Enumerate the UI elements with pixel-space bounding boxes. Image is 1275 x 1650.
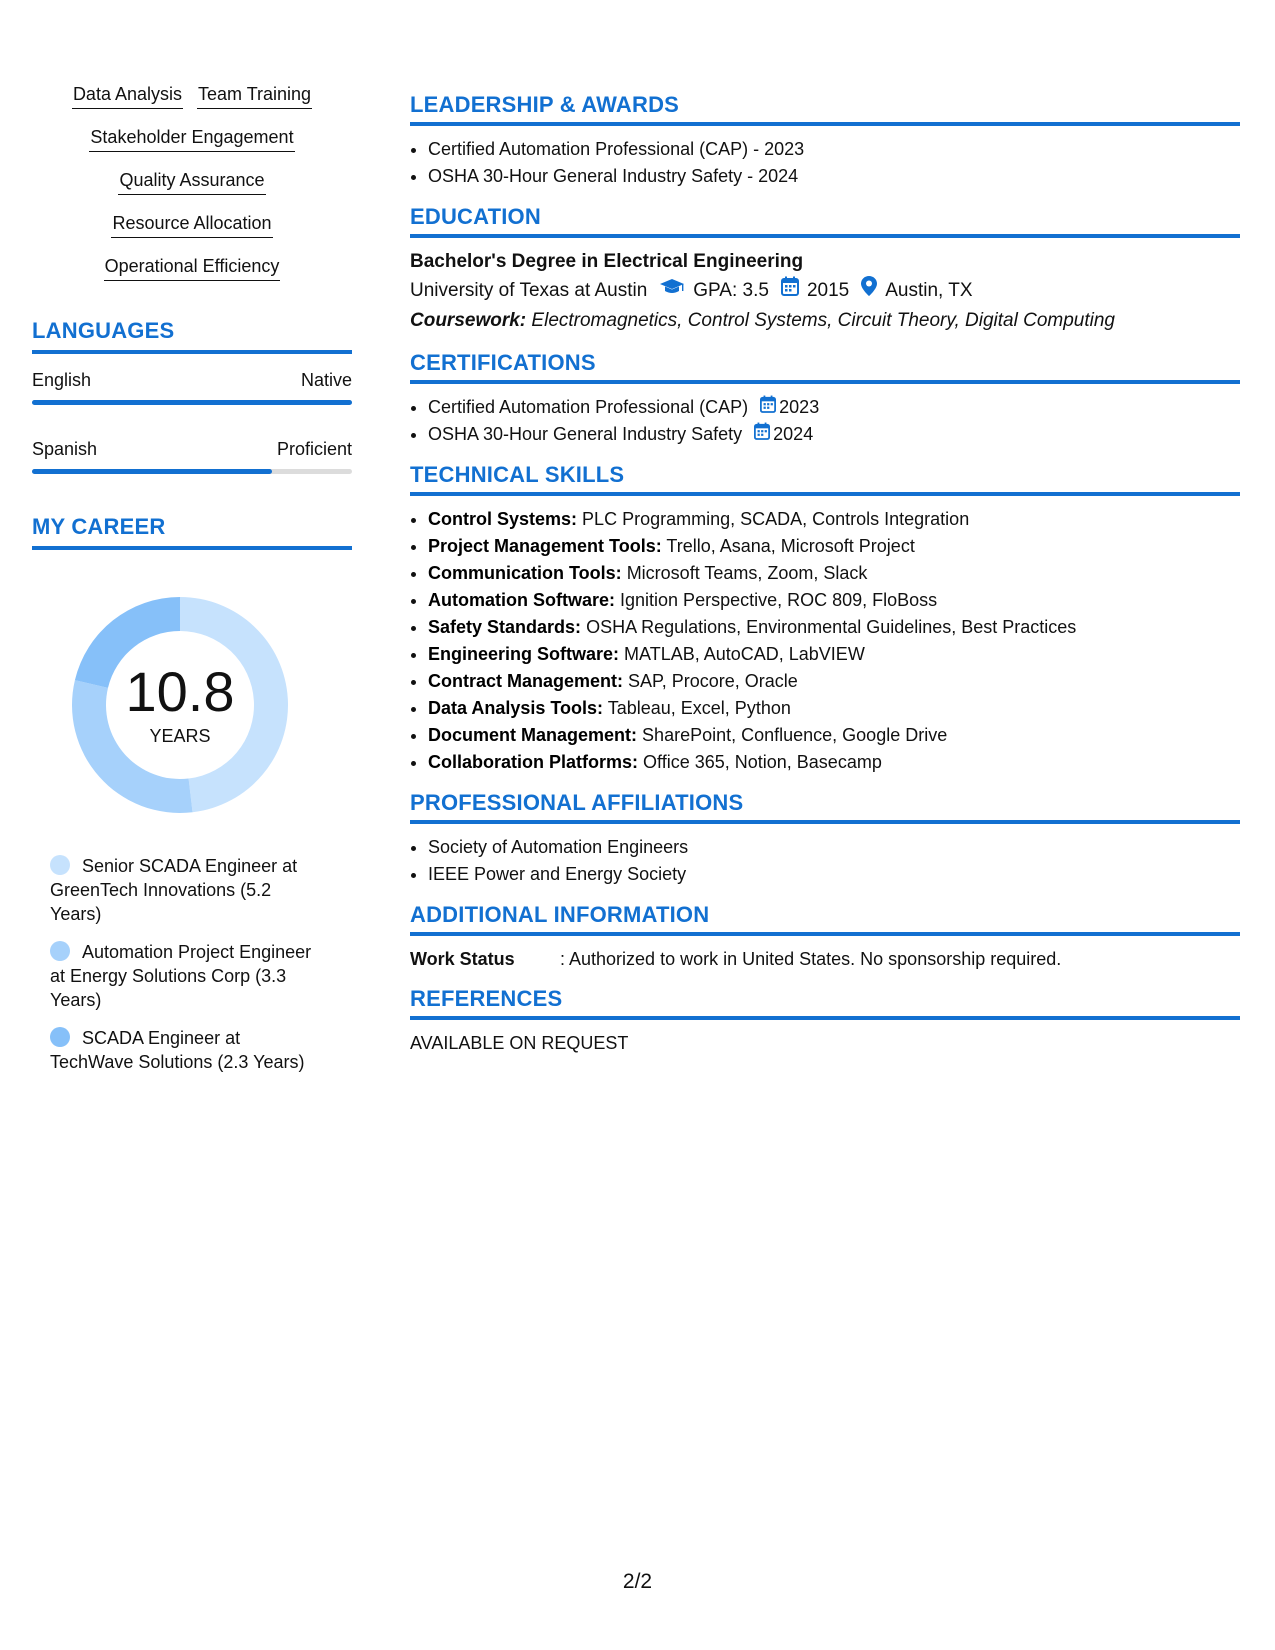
career-legend-item <box>32 1026 322 1074</box>
calendar-icon <box>754 421 770 448</box>
language-bar <box>32 469 352 474</box>
language-bar-fill <box>32 400 352 405</box>
graduation-cap-icon <box>659 276 685 306</box>
calendar-icon <box>781 276 799 306</box>
coursework-label: Coursework: <box>410 310 527 331</box>
list-item <box>428 394 1240 421</box>
skill-category: Automation Software: <box>428 590 615 610</box>
language-level: Proficient <box>276 439 352 459</box>
skill-category: Control Systems: <box>428 509 578 529</box>
work-status-value: : Authorized to work in United States. No sponsorship required. <box>560 949 1062 969</box>
list-item <box>428 506 1240 533</box>
page-number: 2/2 <box>622 1570 653 1593</box>
list-item: • Certified Automation Professional (CAP) - 2023 <box>428 136 1240 163</box>
right-column <box>410 92 1240 1070</box>
skill-category: Collaboration Platforms: <box>428 752 639 772</box>
language-bar-fill <box>32 469 272 474</box>
skill-tag: Operational Efficiency <box>104 256 281 281</box>
legend-dot <box>50 1027 70 1047</box>
skill-values: MATLAB, AutoCAD, LabVIEW <box>624 644 865 664</box>
section-title: EDUCATION <box>410 204 1240 238</box>
school-name: University of Texas at Austin <box>410 280 648 301</box>
career-role: SCADA Engineer at TechWave Solutions (2.3 Years) <box>50 1028 305 1072</box>
education-section <box>410 204 1240 336</box>
career-total-unit: YEARS <box>149 725 211 746</box>
list-item <box>428 533 1240 560</box>
career-legend <box>32 854 322 1074</box>
skill-values: PLC Programming, SCADA, Controls Integration <box>582 509 970 529</box>
calendar-icon <box>760 394 776 421</box>
list-item <box>428 695 1240 722</box>
skill-tags <box>32 84 352 284</box>
list-item <box>428 614 1240 641</box>
language-list <box>32 370 352 474</box>
additional-info-section <box>410 902 1240 972</box>
skill-values: SAP, Procore, Oracle <box>628 671 798 691</box>
list-item <box>428 749 1240 776</box>
section-title: ADDITIONAL INFORMATION <box>410 902 1240 936</box>
language-item <box>32 439 352 474</box>
skill-tag: Team Training <box>197 84 312 109</box>
list-item <box>428 668 1240 695</box>
career-section <box>32 514 352 1074</box>
skill-values: Trello, Asana, Microsoft Project <box>666 536 915 556</box>
left-column <box>32 84 352 1088</box>
certifications-section <box>410 350 1240 448</box>
skill-category: Document Management: <box>428 725 638 745</box>
skill-category: Project Management Tools: <box>428 536 662 556</box>
section-title: MY CAREER <box>32 514 352 550</box>
gpa: GPA: 3.5 <box>693 280 769 301</box>
skill-values: SharePoint, Confluence, Google Drive <box>642 725 948 745</box>
list-item: • Society of Automation Engineers <box>428 834 1240 861</box>
certification-name: • OSHA 30-Hour General Industry Safety <box>428 424 743 444</box>
legend-dot <box>50 941 70 961</box>
skill-category: Contract Management: <box>428 671 624 691</box>
skill-tag: Stakeholder Engagement <box>89 127 294 152</box>
language-name: Spanish <box>32 439 98 459</box>
section-title: LANGUAGES <box>32 318 352 354</box>
language-name: English <box>32 370 92 390</box>
skill-category: Data Analysis Tools: <box>428 698 604 718</box>
language-item <box>32 370 352 405</box>
list-item <box>428 641 1240 668</box>
career-donut <box>65 590 295 820</box>
skill-category: Safety Standards: <box>428 617 582 637</box>
career-legend-item <box>32 940 322 1012</box>
legend-dot <box>50 855 70 875</box>
list-item: • IEEE Power and Energy Society <box>428 861 1240 888</box>
skill-values: Ignition Perspective, ROC 809, FloBoss <box>620 590 938 610</box>
technical-skills-section <box>410 462 1240 776</box>
languages-section <box>32 318 352 474</box>
list-item: • OSHA 30-Hour General Industry Safety - 2024 <box>428 163 1240 190</box>
list-item <box>428 560 1240 587</box>
section-title: CERTIFICATIONS <box>410 350 1240 384</box>
language-level: Native <box>300 370 352 390</box>
section-title: LEADERSHIP & AWARDS <box>410 92 1240 126</box>
affiliations-section <box>410 790 1240 888</box>
skill-values: Tableau, Excel, Python <box>607 698 791 718</box>
section-title: TECHNICAL SKILLS <box>410 462 1240 496</box>
references-section <box>410 986 1240 1056</box>
section-title: REFERENCES <box>410 986 1240 1020</box>
skill-values: OSHA Regulations, Environmental Guidelines, Best Practices <box>586 617 1077 637</box>
work-status-label: Work Status <box>410 949 515 969</box>
skill-values: Microsoft Teams, Zoom, Slack <box>626 563 868 583</box>
skill-values: Office 365, Notion, Basecamp <box>643 752 882 772</box>
skill-tag: Data Analysis <box>72 84 183 109</box>
career-total-years: 10.8 <box>125 659 235 723</box>
career-role: Senior SCADA Engineer at GreenTech Innovations (5.2 Years) <box>50 856 298 924</box>
list-item <box>428 421 1240 448</box>
leadership-section <box>410 92 1240 190</box>
school-location: Austin, TX <box>885 280 973 301</box>
section-title: PROFESSIONAL AFFILIATIONS <box>410 790 1240 824</box>
graduation-year: 2015 <box>806 280 850 301</box>
skill-category: Communication Tools: <box>428 563 622 583</box>
skill-tag: Quality Assurance <box>118 170 265 195</box>
degree-title: Bachelor's Degree in Electrical Engineering <box>410 251 804 272</box>
certification-year: 2023 <box>779 397 820 417</box>
certification-name: • Certified Automation Professional (CAP) <box>428 397 749 417</box>
skill-category: Engineering Software: <box>428 644 620 664</box>
career-legend-item <box>32 854 322 926</box>
language-bar <box>32 400 352 405</box>
certification-year: 2024 <box>773 424 814 444</box>
references-text: AVAILABLE ON REQUEST <box>410 1033 629 1053</box>
coursework: Electromagnetics, Control Systems, Circuit Theory, Digital Computing <box>531 310 1115 331</box>
list-item <box>428 587 1240 614</box>
location-pin-icon <box>861 276 877 306</box>
list-item <box>428 722 1240 749</box>
career-role: Automation Project Engineer at Energy Solutions Corp (3.3 Years) <box>50 942 312 1010</box>
skill-tag: Resource Allocation <box>111 213 272 238</box>
